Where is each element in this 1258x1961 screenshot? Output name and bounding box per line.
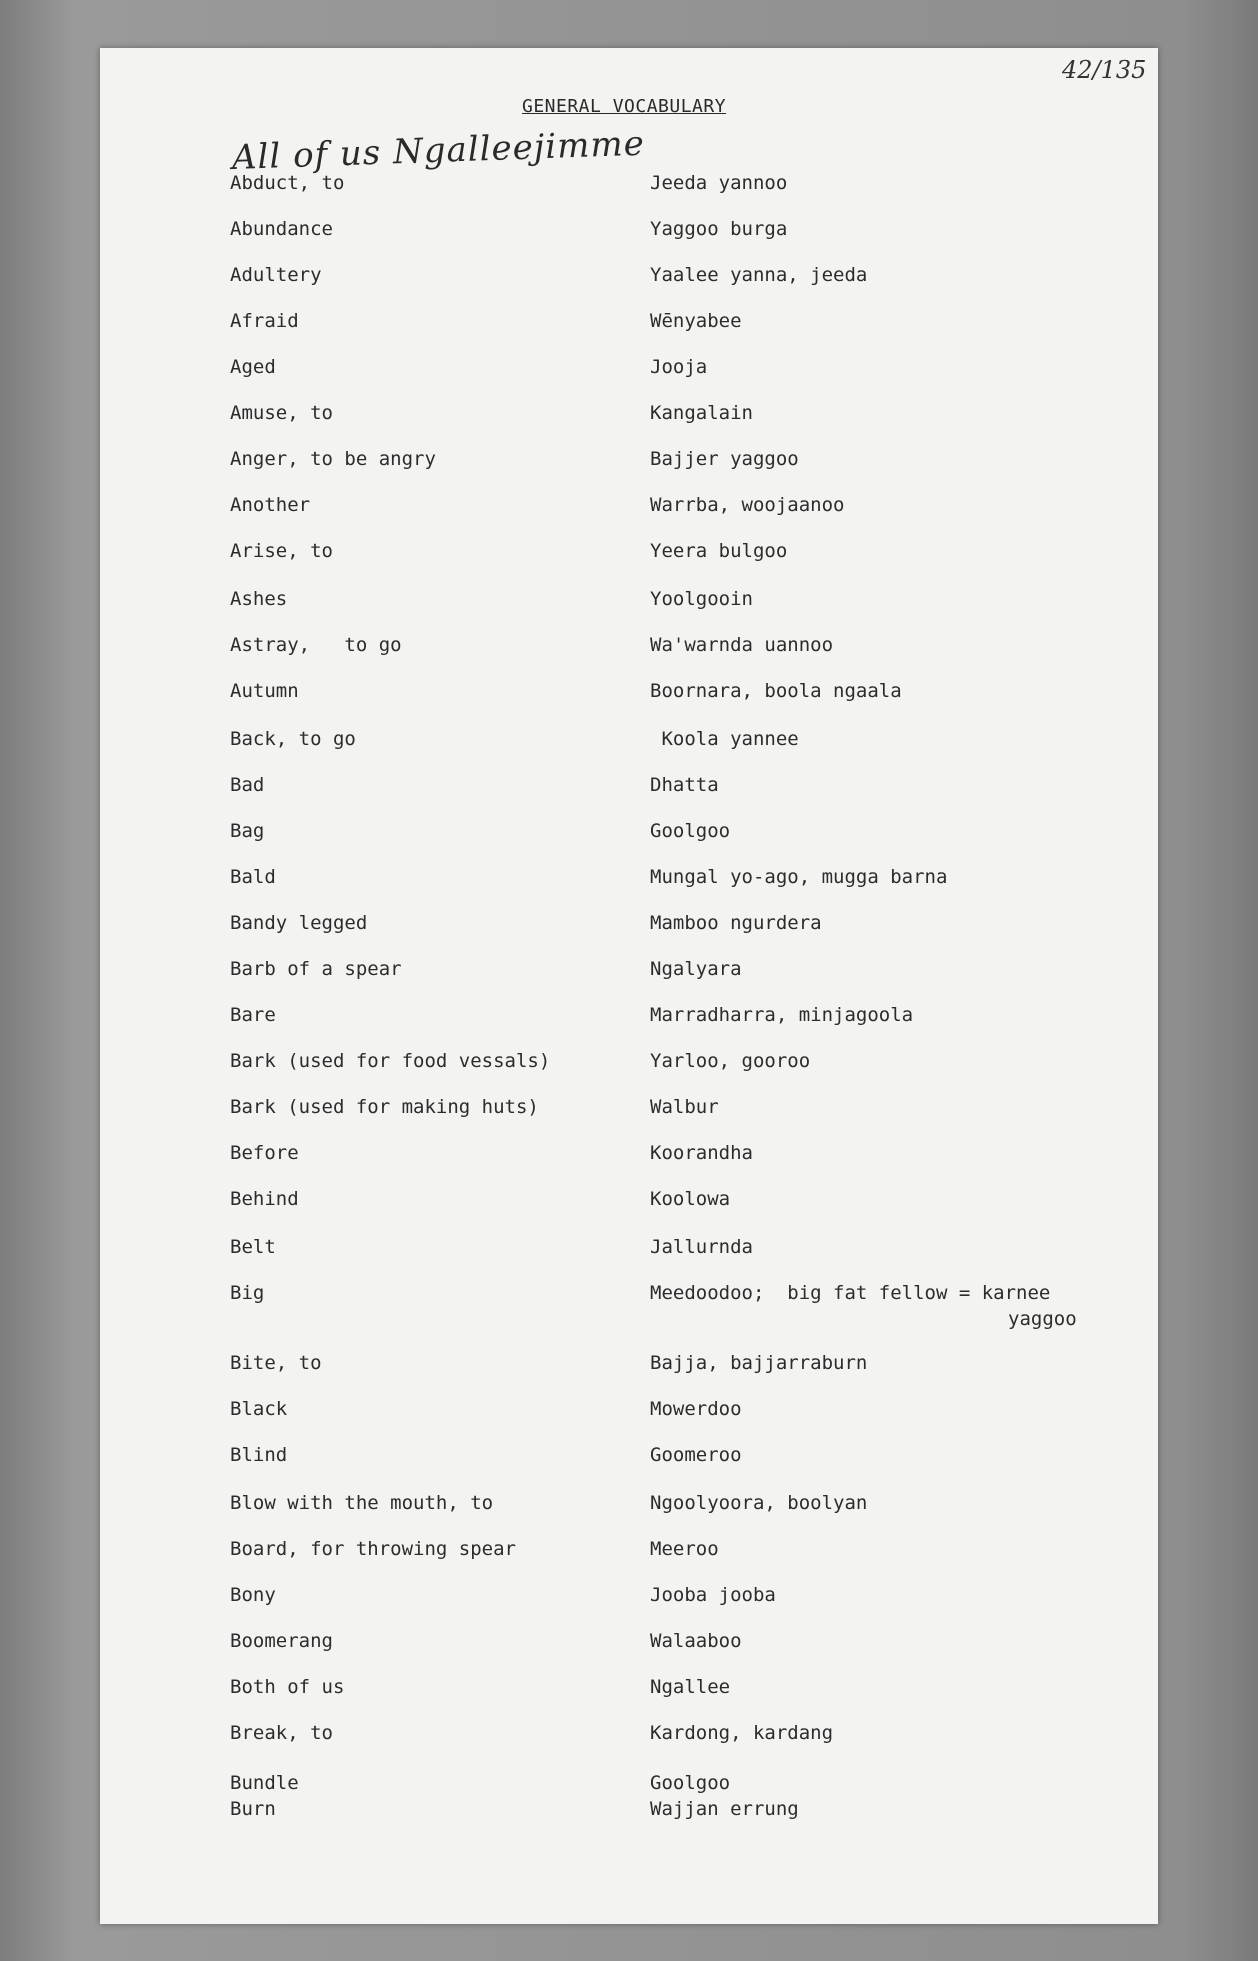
english-term: Back, to go (230, 728, 356, 750)
english-term: Behind (230, 1188, 299, 1210)
native-term-text: Jallurnda (650, 1236, 753, 1258)
native-term (650, 1490, 867, 1516)
native-term (650, 864, 947, 890)
native-term (650, 1094, 719, 1120)
native-term-text: Yarloo, gooroo (650, 1050, 811, 1072)
english-term: Blind (230, 1444, 288, 1466)
native-term-text: Yaggoo burga (650, 218, 788, 240)
english-term: Astray, to go (230, 634, 402, 656)
native-term (650, 1396, 742, 1422)
native-term-text: Koola yannee (650, 728, 799, 750)
english-term: Afraid (230, 310, 299, 332)
native-term-text: Bajja, bajjarraburn (650, 1352, 868, 1374)
native-term-text: Meedoodoo; big fat fellow = karnee (650, 1282, 1051, 1304)
native-term (650, 586, 753, 612)
native-term (650, 1796, 799, 1822)
native-term-text: Meeroo (650, 1538, 719, 1560)
native-term (650, 1140, 753, 1166)
english-term: Belt (230, 1236, 276, 1258)
english-term: Another (230, 494, 311, 516)
native-term-text: Wajjan errung (650, 1798, 799, 1820)
native-term (650, 1674, 730, 1700)
native-term (650, 1002, 913, 1028)
native-term-text: Wēnyabee (650, 310, 742, 332)
native-term (650, 492, 844, 518)
native-term (650, 772, 719, 798)
native-term-text: Ngallee (650, 1676, 731, 1698)
english-term: Barb of a spear (230, 958, 402, 980)
english-term: Abundance (230, 218, 333, 240)
native-term-text: Jeeda yannoo (650, 172, 788, 194)
native-term (650, 354, 707, 380)
native-term-text: Goolgoo (650, 1772, 731, 1794)
native-term-text: Bajjer yaggoo (650, 448, 799, 470)
page-title: GENERAL VOCABULARY (522, 96, 727, 117)
native-term-text: Ngoolyoora, boolyan (650, 1492, 868, 1514)
english-term: Bite, to (230, 1352, 322, 1374)
english-term: Bare (230, 1004, 276, 1026)
native-term-text: Kardong, kardang (650, 1722, 834, 1744)
english-term: Bundle (230, 1772, 299, 1794)
native-term (650, 1350, 867, 1376)
english-term: Bald (230, 866, 276, 888)
english-term: Board, for throwing spear (230, 1538, 516, 1560)
native-term-text: Boornara, boola ngaala (650, 680, 902, 702)
english-term: Bad (230, 774, 265, 796)
native-term-text: Wa'warnda uannoo (650, 634, 834, 656)
native-term (650, 1628, 742, 1654)
native-term (650, 632, 833, 658)
native-term (650, 910, 822, 936)
english-term: Both of us (230, 1676, 345, 1698)
native-term (650, 538, 787, 564)
native-term-text: Yoolgooin (650, 588, 753, 610)
native-term-text: Koolowa (650, 1188, 731, 1210)
native-term (650, 1770, 730, 1796)
native-term (650, 170, 787, 196)
native-term-text: Yeera bulgoo (650, 540, 788, 562)
english-term: Arise, to (230, 540, 333, 562)
english-term: Boomerang (230, 1630, 333, 1652)
native-term-text: Jooja (650, 356, 708, 378)
native-term (650, 1720, 833, 1746)
native-term-text: Dhatta (650, 774, 719, 796)
native-term-text: Mowerdoo (650, 1398, 742, 1420)
native-term (650, 216, 787, 242)
native-term-text: Kangalain (650, 402, 753, 424)
native-term (650, 1234, 753, 1260)
english-term: Bag (230, 820, 265, 842)
english-term: Before (230, 1142, 299, 1164)
english-term: Bark (used for food vessals) (230, 1050, 551, 1072)
native-term (650, 308, 742, 334)
native-term (650, 262, 867, 288)
native-term-text: Mamboo ngurdera (650, 912, 822, 934)
native-term-text: Walbur (650, 1096, 719, 1118)
english-term: Amuse, to (230, 402, 333, 424)
native-term-text: Mungal yo-ago, mugga barna (650, 866, 948, 888)
native-term (650, 400, 753, 426)
native-term (650, 446, 799, 472)
native-term-text: Warrba, woojaanoo (650, 494, 845, 516)
native-term-text: Goolgoo (650, 820, 731, 842)
native-term (650, 726, 799, 752)
english-term: Bark (used for making huts) (230, 1096, 539, 1118)
native-term-continuation: yaggoo (1008, 1308, 1077, 1330)
native-term-text: Walaaboo (650, 1630, 742, 1652)
english-term: Bandy legged (230, 912, 368, 934)
english-term: Autumn (230, 680, 299, 702)
native-term-text: Koorandha (650, 1142, 753, 1164)
english-term: Ashes (230, 588, 288, 610)
native-term-text: Yaalee yanna, jeeda (650, 264, 868, 286)
english-term: Adultery (230, 264, 322, 286)
english-term: Bony (230, 1584, 276, 1606)
native-term (650, 1442, 742, 1468)
native-term-text: Ngalyara (650, 958, 742, 980)
native-term (650, 678, 902, 704)
native-term (650, 1582, 776, 1608)
english-term: Big (230, 1282, 265, 1304)
native-term-text: Jooba jooba (650, 1584, 776, 1606)
english-term: Black (230, 1398, 288, 1420)
native-term (650, 1536, 719, 1562)
handwritten-annotation: All of us Ngalleejimme (231, 123, 646, 178)
native-term-text: Goomeroo (650, 1444, 742, 1466)
english-term: Aged (230, 356, 276, 378)
native-term-text: Marradharra, minjagoola (650, 1004, 914, 1026)
english-term: Anger, to be angry (230, 448, 436, 470)
english-term: Blow with the mouth, to (230, 1492, 494, 1514)
english-term: Abduct, to (230, 172, 345, 194)
english-term: Break, to (230, 1722, 333, 1744)
page-number: 42/135 (1062, 56, 1147, 84)
native-term (650, 956, 742, 982)
native-term (650, 1280, 1077, 1332)
native-term (650, 1048, 810, 1074)
native-term (650, 1186, 730, 1212)
native-term (650, 818, 730, 844)
english-term: Burn (230, 1798, 276, 1820)
